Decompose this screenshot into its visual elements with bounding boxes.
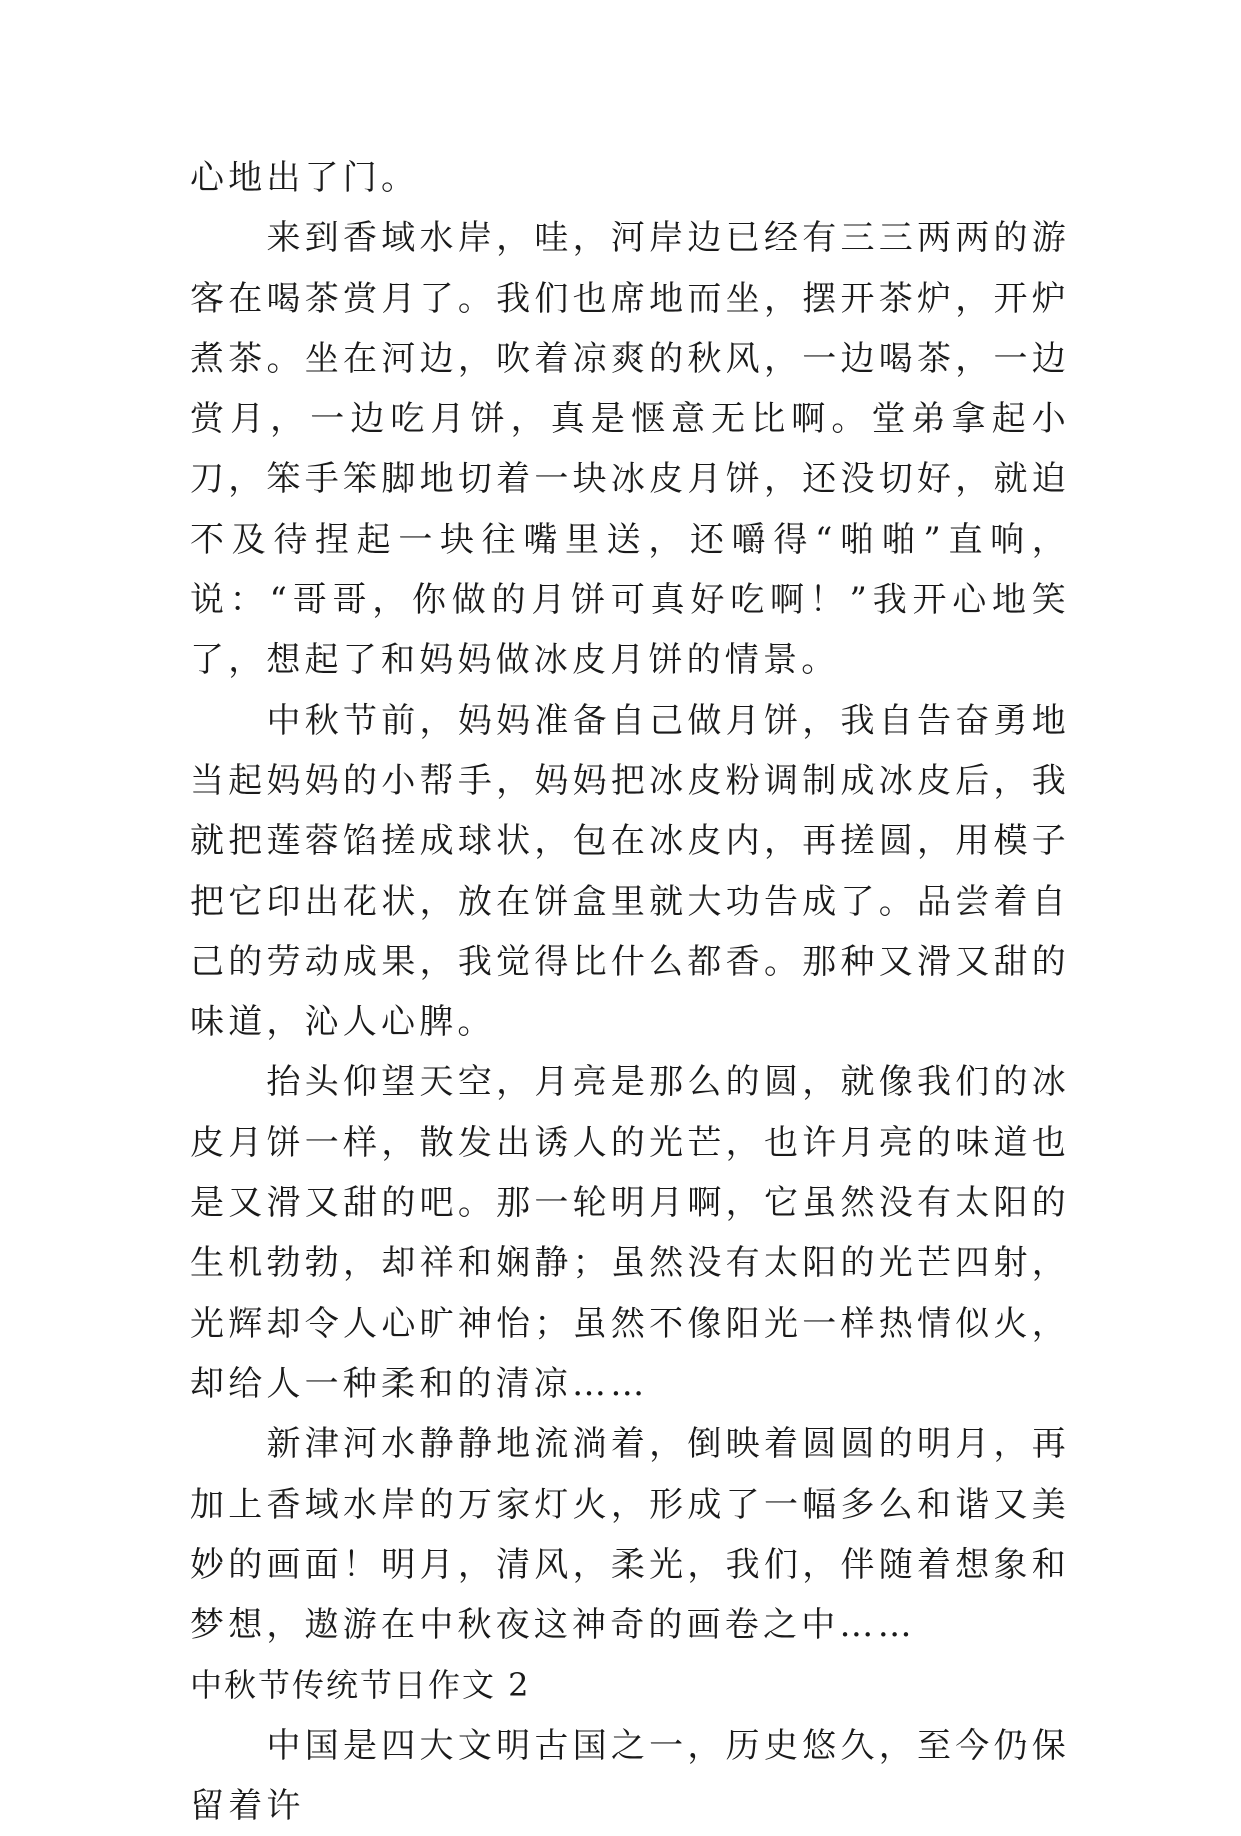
paragraph-moon: 抬头仰望天空，月亮是那么的圆，就像我们的冰皮月饼一样，散发出诱人的光芒，也许月亮的味道也是又滑又甜的吧。那一轮明月啊，它虽然没有太阳的生机勃勃，却祥和娴静；虽然没有太阳的光芒四射，光辉却令人心旷神怡；虽然不像阳光一样热情似火，却给人一种柔和的清凉…… <box>190 1062 1070 1404</box>
section-heading: 中秋节传统节日作文 2 <box>190 1666 531 1705</box>
paragraph-riverside: 来到香域水岸，哇，河岸边已经有三三两两的游客在喝茶赏月了。我们也席地而坐，摆开茶炉，开炉煮茶。坐在河边，吹着凉爽的秋风，一边喝茶，一边赏月，一边吃月饼，真是惬意无比啊。堂弟拿起小刀，笨手笨脚地切着一块冰皮月饼，还没切好，就迫不及待捏起一块往嘴里送，还嚼得“啪啪”直响，说：“哥哥，你做的月饼可真好吃啊！”我开心地笑了，想起了和妈妈做冰皮月饼的情景。 <box>190 218 1070 681</box>
paragraph-continuation: 心地出了门。 <box>190 158 420 198</box>
document-page <box>190 148 1070 1836</box>
paragraph-making-mooncakes: 中秋节前，妈妈准备自己做月饼，我自告奋勇地当起妈妈的小帮手，妈妈把冰皮粉调制成冰皮后，我就把莲蓉馅搓成球状，包在冰皮内，再搓圆，用模子把它印出花状，放在饼盒里就大功告成了。品尝着自己的劳动成果，我觉得比什么都香。那种又滑又甜的味道，沁人心脾。 <box>190 700 1070 1043</box>
paragraph-river-scene: 新津河水静静地流淌着，倒映着圆圆的明月，再加上香域水岸的万家灯火，形成了一幅多么和谐又美妙的画面！明月，清风，柔光，我们，伴随着想象和梦想，遨游在中秋夜这神奇的画卷之中…… <box>190 1424 1070 1646</box>
paragraph-essay-2-intro: 中国是四大文明古国之一，历史悠久，至今仍保留着许 <box>190 1725 1070 1827</box>
